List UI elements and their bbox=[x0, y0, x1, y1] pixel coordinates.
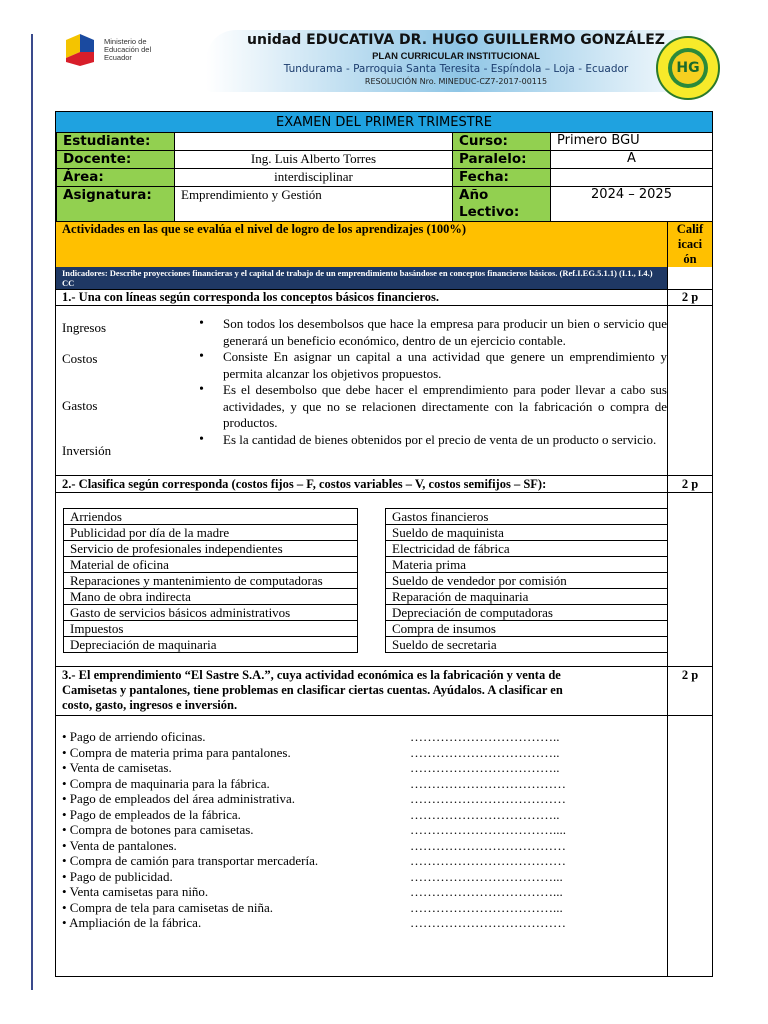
table-cell: Material de oficina bbox=[64, 557, 358, 573]
question-1-title: 1.- Una con líneas según corresponda los conceptos básicos financieros. bbox=[62, 290, 439, 304]
table-cell: Mano de obra indirecta bbox=[64, 589, 358, 605]
list-item: • Pago de arriendo oficinas. bbox=[62, 729, 206, 744]
definitions-list bbox=[200, 316, 667, 466]
table-cell: Reparación de maquinaria bbox=[386, 589, 668, 605]
divider-line bbox=[56, 715, 712, 716]
list-item: • Pago de empleados del área administrativa. bbox=[62, 791, 296, 806]
school-year-label-line2: Lectivo: bbox=[459, 204, 520, 220]
indicators-text: Indicadores: Describe proyecciones financieras y el capital de trabajo de un emprendimiento basándose en conceptos financieros básicos. (Ref.I.EG.5.1.1) (I.1., I.4.) CC bbox=[56, 267, 667, 289]
list-item: • Compra de botones para camisetas. bbox=[62, 822, 254, 837]
list-item: • Pago de publicidad. bbox=[62, 868, 173, 884]
classification-table bbox=[63, 508, 668, 653]
divider-line bbox=[56, 666, 712, 667]
school-seal-logo bbox=[656, 36, 720, 100]
ministry-name: Ministerio de Educación del Ecuador bbox=[104, 37, 152, 62]
parallel-field[interactable]: A bbox=[551, 151, 713, 169]
question-3-points: 2 p bbox=[681, 668, 699, 682]
grade-heading bbox=[668, 222, 712, 267]
answer-blank[interactable]: …………………………….. bbox=[410, 729, 560, 744]
term-item: Gastos bbox=[62, 398, 98, 413]
question-2-points: 2 p bbox=[681, 477, 699, 491]
table-cell: Sueldo de secretaria bbox=[386, 637, 668, 653]
definition-item: • Consiste En asignar un capital a una actividad que genere un emprendimiento y permita alcanzar los objetivos propuestos. bbox=[223, 349, 667, 382]
list-item: • Compra de materia prima para pantalones. bbox=[62, 744, 291, 760]
answer-blank[interactable]: ……………………………... bbox=[410, 868, 563, 884]
table-row bbox=[64, 605, 668, 621]
parallel-label: Paralelo: bbox=[453, 151, 551, 169]
table-row bbox=[64, 637, 668, 653]
table-cell: Gastos financieros bbox=[386, 509, 668, 525]
ministry-logo bbox=[62, 32, 152, 72]
subject-field[interactable]: Emprendimiento y Gestión bbox=[175, 187, 453, 222]
definition-item: • Es la cantidad de bienes obtenidos por el precio de venta de un producto o servicio. bbox=[223, 432, 667, 449]
term-item: Inversión bbox=[62, 443, 112, 458]
school-location: Tundurama - Parroquia Santa Teresita - Espíndola – Loja - Ecuador bbox=[283, 63, 629, 75]
table-cell: Compra de insumos bbox=[386, 621, 668, 637]
indicators-grade-cell bbox=[668, 267, 712, 289]
grade-heading-line2: icaci bbox=[677, 237, 703, 251]
table-cell: Arriendos bbox=[64, 509, 358, 525]
list-item: • Venta de pantalones. bbox=[62, 837, 177, 853]
answer-blank[interactable]: ……………………………… bbox=[410, 775, 566, 791]
school-year-label bbox=[453, 187, 551, 222]
table-row bbox=[64, 525, 668, 541]
question-2-title: 2.- Clasifica según corresponda (costos fijos – F, costos variables – V, costos semifijos – SF): bbox=[62, 477, 547, 491]
school-name: unidad EDUCATIVA DR. HUGO GUILLERMO GONZÁLEZ bbox=[247, 32, 665, 48]
table-cell: Depreciación de maquinaria bbox=[64, 637, 358, 653]
table-cell: Sueldo de vendedor por comisión bbox=[386, 573, 668, 589]
question-3-title-line2: Camisetas y pantalones, tiene problemas en clasificar ciertas cuentas. Ayúdalos. A clasificar en bbox=[62, 683, 563, 697]
student-label: Estudiante: bbox=[57, 133, 175, 151]
answer-blank[interactable]: …………………………….... bbox=[410, 822, 566, 837]
answer-blank[interactable]: ……………………………… bbox=[410, 915, 566, 930]
table-cell: Depreciación de computadoras bbox=[386, 605, 668, 621]
table-cell: Publicidad por día de la madre bbox=[64, 525, 358, 541]
list-item: • Compra de camión para transportar mercadería. bbox=[62, 853, 319, 868]
question-3-title-line1: 3.- El emprendimiento “El Sastre S.A.”, cuya actividad económica es la fabricación y venta de bbox=[62, 668, 561, 682]
curricular-plan: PLAN CURRICULAR INSTITUCIONAL bbox=[372, 51, 540, 62]
question-1-points: 2 p bbox=[681, 290, 699, 304]
ecuador-flag-icon bbox=[62, 32, 98, 68]
resolution-number: RESOLUCIÓN Nro. MINEDUC-CZ7-2017-00115 bbox=[364, 77, 548, 86]
course-field[interactable]: Primero BGU bbox=[551, 133, 713, 151]
answer-blank[interactable]: ……………………………… bbox=[410, 837, 566, 853]
table-cell: Gasto de servicios básicos administrativos bbox=[64, 605, 358, 621]
table-row bbox=[64, 573, 668, 589]
table-row bbox=[64, 621, 668, 637]
answer-blanks bbox=[410, 729, 566, 931]
list-item: • Venta de camisetas. bbox=[62, 760, 172, 775]
area-field[interactable]: interdisciplinar bbox=[175, 169, 453, 187]
course-label: Curso: bbox=[453, 133, 551, 151]
list-item: • Ampliación de la fábrica. bbox=[62, 915, 202, 930]
list-item: • Pago de empleados de la fábrica. bbox=[62, 806, 241, 822]
table-cell: Electricidad de fábrica bbox=[386, 541, 668, 557]
answer-blank[interactable]: …………………………….. bbox=[410, 760, 560, 775]
table-cell: Reparaciones y mantenimiento de computadoras bbox=[64, 573, 358, 589]
term-item: Ingresos bbox=[62, 320, 107, 335]
answer-blank[interactable]: ……………………………... bbox=[410, 899, 563, 915]
question-3-title-line3: costo, gasto, ingresos e inversión. bbox=[62, 698, 238, 712]
table-cell: Impuestos bbox=[64, 621, 358, 637]
term-item: Costos bbox=[62, 351, 98, 366]
answer-blank[interactable]: ……………………………… bbox=[410, 791, 566, 806]
divider-line bbox=[56, 305, 712, 306]
list-item: • Compra de tela para camisetas de niña. bbox=[62, 899, 274, 915]
table-row bbox=[64, 541, 668, 557]
activities-heading: Actividades en las que se evalúa el nivel de logro de los aprendizajes (100%) bbox=[56, 222, 667, 267]
divider-line bbox=[56, 475, 712, 476]
school-year-field[interactable]: 2024 – 2025 bbox=[551, 187, 713, 222]
accounts-list bbox=[62, 729, 318, 931]
page-margin-line bbox=[31, 34, 33, 990]
student-field[interactable] bbox=[175, 133, 453, 151]
table-row bbox=[64, 557, 668, 573]
table-cell: Materia prima bbox=[386, 557, 668, 573]
seal-monogram: HG bbox=[672, 52, 704, 84]
answer-blank[interactable]: ……………………………... bbox=[410, 884, 563, 899]
school-header bbox=[56, 24, 736, 100]
grade-heading-line1: Calif bbox=[676, 222, 704, 236]
definition-item: • Son todos los desembolsos que hace la empresa para producir un bien o servicio que generará un beneficio económico, dentro de un ejercicio contable. bbox=[223, 316, 667, 349]
table-cell: Servicio de profesionales independientes bbox=[64, 541, 358, 557]
teacher-label: Docente: bbox=[57, 151, 175, 169]
date-field[interactable] bbox=[551, 169, 713, 187]
area-label: Área: bbox=[57, 169, 175, 187]
teacher-field[interactable]: Ing. Luis Alberto Torres bbox=[175, 151, 453, 169]
date-label: Fecha: bbox=[453, 169, 551, 187]
table-row bbox=[64, 509, 668, 525]
list-item: • Compra de maquinaria para la fábrica. bbox=[62, 775, 270, 791]
exam-info-table bbox=[56, 132, 713, 222]
question-3-title bbox=[62, 668, 563, 713]
table-row bbox=[64, 589, 668, 605]
answer-blank[interactable]: ……………………………… bbox=[410, 853, 566, 868]
list-item: • Venta camisetas para niño. bbox=[62, 884, 209, 899]
subject-label: Asignatura: bbox=[57, 187, 175, 222]
answer-blank[interactable]: …………………………….. bbox=[410, 744, 560, 760]
divider-line bbox=[56, 492, 712, 493]
definition-item: • Es el desembolso que debe hacer el emprendimiento para poder llevar a cabo sus actividades, y que no se relacionen directamente con la fabricación o compra de productos. bbox=[223, 382, 667, 432]
exam-title: EXAMEN DEL PRIMER TRIMESTRE bbox=[56, 112, 712, 132]
table-cell: Sueldo de maquinista bbox=[386, 525, 668, 541]
answer-blank[interactable]: …………………………….. bbox=[410, 806, 560, 822]
school-year-label-line1: Año bbox=[459, 187, 489, 203]
grade-heading-line3: ón bbox=[683, 252, 697, 266]
